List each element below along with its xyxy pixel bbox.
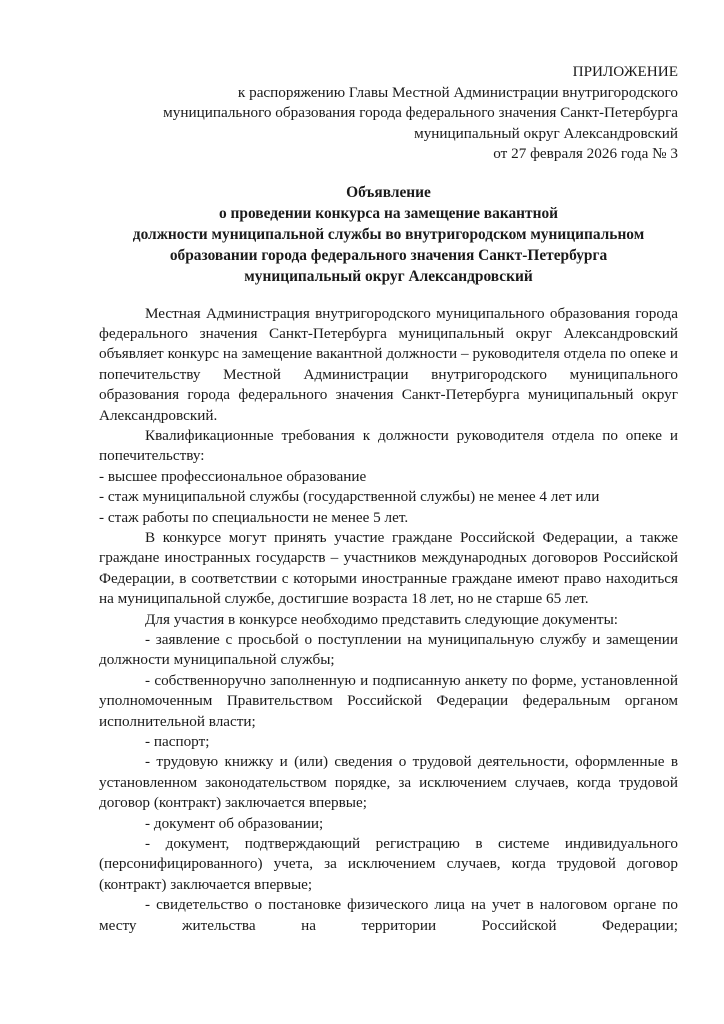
document-item-registration: - документ, подтверждающий регистрацию в системе индивидуального (персонифицированного) учета, за исключением случаев, когда трудовой договор (контракт) заключается впервые; — [99, 835, 678, 893]
header-line-appendix: ПРИЛОЖЕНИЕ — [572, 63, 678, 80]
document-item-education-certificate: - документ об образовании; — [145, 814, 324, 832]
title-line-4: образовании города федерального значения Санкт-Петербурга — [169, 246, 608, 264]
document-title-block — [99, 182, 678, 287]
document-item-work-record: - трудовую книжку и (или) сведения о трудовой деятельности, оформленные в установленном законодательством порядке, за исключением случаев, когда трудовой договор (контракт) заключается впервые; — [99, 753, 678, 812]
header-line-reference-2: муниципального образования города федерального значения Санкт-Петербурга — [163, 104, 678, 121]
paragraph-announcement: Местная Администрация внутригородского муниципального образования города федерального значения Санкт-Петербурга муниципальный округ Александровский объявляет конкурс на замещение вакантной должности – руководителя отдела по опеке и попечительству Местной Администрации внутригородского муниципального образования города федерального значения Санкт-Петербурга муниципальный округ Александровский. — [99, 304, 678, 424]
requirement-item-education: - высшее профессиональное образование — [99, 467, 367, 485]
document-content — [99, 62, 678, 957]
paragraph-qualification-intro: Квалификационные требования к должности руководителя отдела по опеке и попечительству: — [99, 426, 678, 465]
header-line-municipality: муниципальный округ Александровский — [414, 124, 678, 142]
header-line-date-number: от 27 февраля 2026 года № 3 — [493, 145, 678, 162]
title-line-3: должности муниципальной службы во внутригородском муниципальном — [132, 225, 645, 243]
document-item-questionnaire: - собственноручно заполненную и подписанную анкету по форме, установленной уполномоченным Правительством Российской Федерации федеральным органом исполнительной власти; — [99, 671, 678, 730]
document-item-passport: - паспорт; — [145, 733, 210, 751]
header-line-reference-1: к распоряжению Главы Местной Администрации внутригородского — [237, 83, 678, 101]
paragraph-documents-intro: Для участия в конкурсе необходимо представить следующие документы: — [145, 610, 618, 628]
paragraph-eligibility: В конкурсе могут принять участие граждане Российской Федерации, а также граждане иностранных государств – участников международных договоров Российской Федерации, в соответствии с которыми иностранные граждане имеют право находиться на муниципальной службе, достигшие возраста 18 лет, но не старше 65 лет. — [99, 528, 678, 608]
document-item-tax-certificate: - свидетельство о постановке физического лица на учет в налоговом органе по месту жительства на территории Российской Федерации; — [99, 896, 678, 934]
document-body — [99, 304, 678, 957]
requirement-item-work-experience: - стаж работы по специальности не менее 5 лет. — [99, 508, 409, 526]
title-line-2: о проведении конкурса на замещение вакантной — [218, 204, 559, 222]
document-header-block — [99, 62, 678, 165]
document-item-application: - заявление с просьбой о поступлении на муниципальную службу и замещении должности муниципальной службы; — [99, 631, 678, 669]
title-line-heading: Объявление — [346, 183, 431, 201]
requirement-item-service-length: - стаж муниципальной службы (государственной службы) не менее 4 лет или — [99, 488, 600, 506]
title-line-5: муниципальный округ Александровский — [244, 267, 533, 285]
